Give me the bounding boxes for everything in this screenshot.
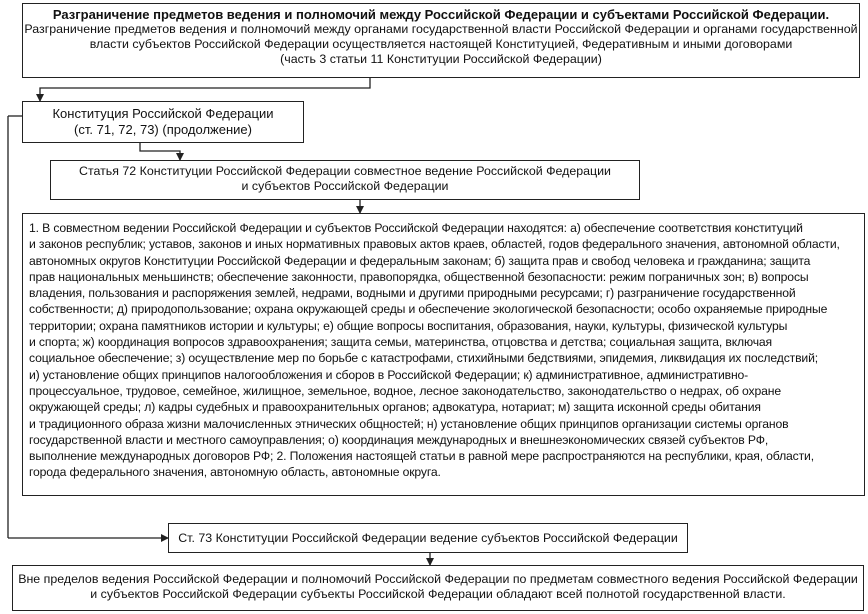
article-72-text-line: процессуальное, трудовое, семейное, жилищное, земельное, водное, лесное законодательство, законодательство о недрах, об охране	[29, 383, 781, 398]
article-72-text-line: и) установление общих принципов налогообложения и сборов в Российской Федерации; к) административное, административно-	[29, 367, 749, 382]
footer-line: и субъектов Российской Федерации субъекты Российской Федерации обладают всей полнотой государственной власти.	[90, 587, 786, 601]
article-72-text-line: и традиционного образа жизни малочисленных этнических общностей; н) установление общих принципов организации системы органов	[29, 416, 789, 431]
article-73-box	[168, 523, 688, 553]
article-72-text-box	[22, 213, 865, 496]
article-72-text-line: автономных округов Конституции Российской Федерации и федеральным законам; б) защита прав и свобод человека и гражданина; защита	[29, 253, 811, 268]
article-72-text-line: прав национальных меньшинств; обеспечение законности, правопорядка, общественной безопасности: режим пограничных зон; в) вопросы	[29, 269, 809, 284]
article-72-text-line: города федерального значения, автономную область, автономные округа.	[29, 465, 441, 480]
constitution-title: Конституция Российской Федерации	[52, 106, 274, 121]
article-72-text-line: владения, пользования и распоряжения землей, недрами, водными и другими природными ресурсами; г) разграничение государственной	[29, 286, 796, 301]
constitution-box	[22, 101, 304, 143]
header-box	[22, 3, 860, 78]
article-72-box	[50, 160, 640, 200]
arrow-constitution-to-art72	[140, 143, 180, 160]
header-title: Разграничение предметов ведения и полномочий между Российской Федерации и субъектами Российской Федерации.	[52, 7, 830, 22]
article-72-subtitle: и субъектов Российской Федерации	[241, 179, 449, 193]
header-line: (часть 3 статьи 11 Конституции Российской Федерации)	[280, 52, 602, 66]
article-72-text-line: 1. В совместном ведении Российской Федерации и субъектов Российской Федерации находятся: а) обеспечение соответствия конституций	[29, 221, 803, 235]
article-72-text-line: государственной власти и местного самоуправления; о) координация международных и внешнеэкономических связей субъектов РФ,	[29, 432, 769, 447]
article-72-text-line: и законов республик; уставов, законов и иных нормативных правовых актов краев, областей, годов федерального значения, автономной области,	[29, 237, 840, 252]
header-line: Разграничение предметов ведения и полномочий между органами государственной власти Российской Федерации и органами государственной	[24, 22, 858, 36]
article-72-text-line: окружающей среды; л) кадры судебных и правоохранительных органов; адвокатура, нотариат; м) защита исконной среды обитания	[29, 400, 761, 415]
article-72-text-line: социальное обеспечение; з) осуществление мер по борьбе с катастрофами, стихийными бедствиями, эпидемия, ликвидация их последствий;	[29, 351, 818, 366]
footer-line: Вне пределов ведения Российской Федерации и полномочий Российской Федерации по предметам совместного ведения Российской Федерации	[18, 572, 858, 586]
article-72-text-line: и спорта; ж) координация вопросов здравоохранения; защита семьи, материнства, отцовства и детства; социальная защита, включая	[29, 335, 772, 350]
header-line: власти субъектов Российской Федерации осуществляется настоящей Конституцией, Федеративным и иными договорами	[89, 37, 793, 51]
footer-box	[12, 565, 864, 611]
article-72-title: Статья 72 Конституции Российской Федерации совместное ведение Российской Федерации	[79, 164, 611, 178]
article-72-text-line: выполнение международных договоров РФ; 2. Положения настоящей статьи в равной мере распространяются на республики, края, области,	[29, 449, 814, 464]
arrow-header-to-constitution	[40, 78, 370, 101]
article-72-text-line: собственности; д) природопользование; охрана окружающей среды и обеспечение экологической безопасности; особо охраняемые природные	[29, 302, 828, 317]
article-73-title: Ст. 73 Конституции Российской Федерации ведение субъектов Российской Федерации	[178, 531, 678, 545]
article-72-text-line: территории; охрана памятников истории и культуры; е) общие вопросы воспитания, образования, науки, культуры, физической культуры	[29, 318, 788, 333]
constitution-articles: (ст. 71, 72, 73) (продолжение)	[74, 122, 252, 137]
